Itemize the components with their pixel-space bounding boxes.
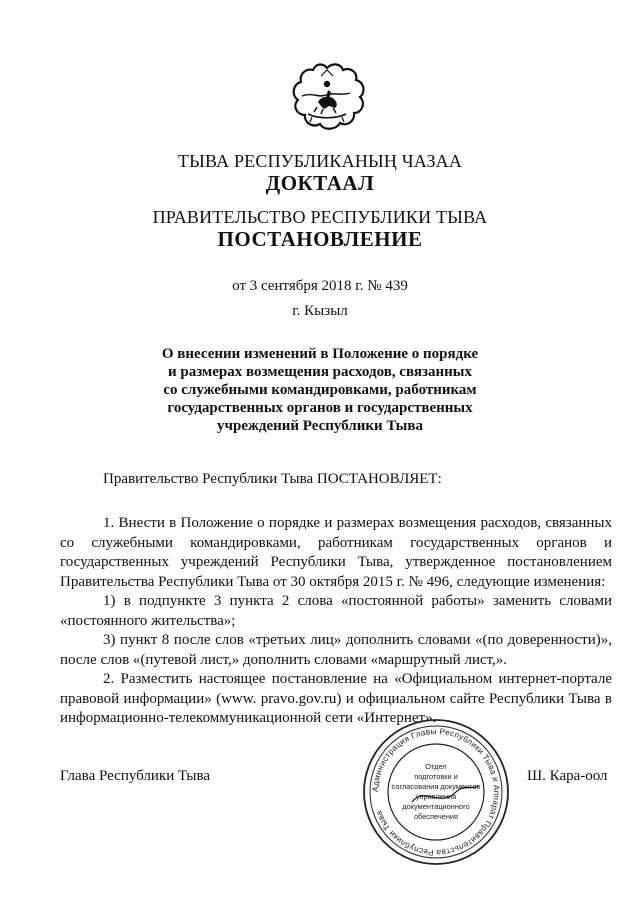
- stamp-center-line: Отдел: [425, 762, 447, 771]
- stamp-center-line: подготовки и: [414, 772, 458, 781]
- stamp-center-line: управления: [415, 792, 457, 801]
- title-line: учреждений Республики Тыва: [217, 418, 423, 434]
- official-stamp: [360, 716, 512, 868]
- signatory-position: Глава Республики Тыва: [60, 768, 211, 784]
- stamp-center-line: обеспечения: [413, 812, 459, 821]
- paragraph: 2. Разместить настоящее постановление на «Официальном интернет-портале правовой информации» (www. pravo.gov.ru) и официальном сайте Республики Тыва в информационно-телекоммуникационной сети «Интернет».: [60, 671, 612, 726]
- paragraph: 3) пункт 8 после слов «третьих лиц» дополнить словами «(по доверенности)», после слов «(путевой лист,» дополнить словами «маршрутный лист,».: [60, 632, 612, 668]
- stamp-ring-text: Администрация Главы Республики Тыва и Аппарат Правительства Республики Тыва: [370, 726, 502, 858]
- title-line: О внесении изменений в Положение о порядке: [161, 346, 479, 362]
- document-city: г. Кызыл: [292, 303, 348, 319]
- document-body: [60, 514, 612, 729]
- document-title: [150, 345, 490, 435]
- tyva-government-heading: ТЫВА РЕСПУБЛИКАНЫҢ ЧАЗАА: [177, 151, 463, 171]
- title-line: государственных органов и государственных: [167, 400, 473, 416]
- signatory-name: Ш. Кара-оол: [527, 768, 608, 784]
- coat-of-arms-icon: [288, 62, 366, 132]
- stamp-center-line: документационного: [402, 802, 470, 811]
- document-type: ПОСТАНОВЛЕНИЕ: [217, 227, 423, 251]
- paragraph: 1. Внести в Положение о порядке и размерах возмещения расходов, связанных со служебными командировками, работникам государственных органов и государственных учреждений Республики Тыва, утвержденное постановлением Правительства Республики Тыва от 30 октября 2015 г. № 496, следующие изменения:: [60, 515, 612, 590]
- stamp-center-line: согласования документов: [391, 782, 481, 791]
- preamble: Правительство Республики Тыва ПОСТАНОВЛЯЕТ:: [103, 471, 442, 487]
- title-line: и размерах возмещения расходов, связанных: [168, 364, 472, 380]
- tyva-document-type: ДОКТААЛ: [265, 171, 375, 195]
- document-date-number: от 3 сентября 2018 г. № 439: [232, 278, 408, 294]
- title-line: со служебными командировками, работникам: [163, 382, 477, 398]
- paragraph: 1) в подпункте 3 пункта 2 слова «постоянной работы» заменить словами «постоянного жительства»;: [60, 593, 612, 629]
- government-heading: ПРАВИТЕЛЬСТВО РЕСПУБЛИКИ ТЫВА: [152, 207, 488, 227]
